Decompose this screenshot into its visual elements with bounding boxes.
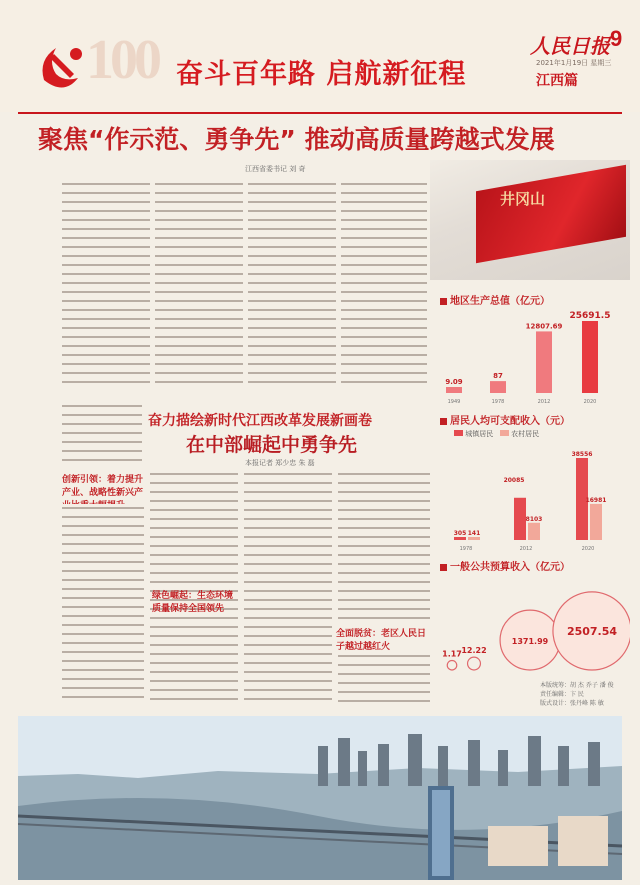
legend-rural: 农村居民 xyxy=(511,430,540,438)
bar xyxy=(582,321,598,393)
budget-chart xyxy=(440,570,630,678)
newspaper-logo: 人民日报 xyxy=(530,34,610,58)
data-label: 87 xyxy=(493,372,503,381)
gdp-chart xyxy=(440,305,620,405)
credit-line: 版式设计：张丹峰 陈 敏 xyxy=(540,700,604,707)
data-label: 2507.54 xyxy=(566,624,618,638)
lead-article-column-2 xyxy=(155,180,243,386)
data-label: 8103 xyxy=(525,515,543,523)
lead-headline: 聚焦“作示范、勇争先” 推动高质量跨越式发展 xyxy=(38,125,555,154)
banner-slogan: 奋斗百年路 启航新征程 xyxy=(176,59,467,90)
bar xyxy=(468,537,480,540)
issue-date: 2021年1月19日 星期三 xyxy=(536,59,612,67)
bullet-icon xyxy=(440,298,447,305)
data-label: 141 xyxy=(467,530,481,537)
lead-article-column-3 xyxy=(248,180,336,386)
lead-byline: 江西省委书记 刘 奇 xyxy=(245,165,306,173)
bar xyxy=(536,331,552,393)
data-label: 1371.99 xyxy=(511,637,549,647)
bubble xyxy=(468,657,481,670)
data-label: 16981 xyxy=(585,496,607,504)
article2-headline: 在中部崛起中勇争先 xyxy=(186,434,358,456)
masthead-banner xyxy=(0,0,640,112)
data-label: 20085 xyxy=(503,477,525,484)
article2-subhead-green: 绿色崛起：生态环境质量保持全国领先 xyxy=(152,591,234,614)
data-label: 25691.5 xyxy=(569,311,611,321)
bar xyxy=(528,523,540,540)
tick-label: 2020 xyxy=(581,546,595,552)
data-label: 12807.69 xyxy=(525,322,563,331)
tick-label: 2020 xyxy=(583,399,597,405)
bar xyxy=(490,381,506,393)
bar xyxy=(446,387,462,393)
lead-article-column-1 xyxy=(62,180,150,386)
page-number: 9 xyxy=(610,26,623,51)
article2-column-2 xyxy=(150,470,238,704)
tick-label: 2012 xyxy=(519,546,533,552)
bar xyxy=(454,537,466,540)
bar xyxy=(514,498,526,540)
data-label: 1.17 xyxy=(442,649,462,659)
budget-chart-title: 一般公共预算收入（亿元） xyxy=(440,558,570,573)
city-skyline-photo xyxy=(18,716,622,880)
lead-article-column-4 xyxy=(341,180,427,386)
bar xyxy=(590,504,602,540)
article2-column-3 xyxy=(244,470,332,704)
credit-line: 本版统筹：胡 杰 乔子 潘 俊 xyxy=(540,682,614,689)
tick-label: 1978 xyxy=(491,399,505,405)
data-label: 38556 xyxy=(571,451,593,458)
flag-photo xyxy=(430,160,630,280)
credit-line: 责任编辑：卞 民 xyxy=(540,691,584,698)
section-label: 江西篇 xyxy=(536,73,578,89)
article2-column-4 xyxy=(338,470,430,620)
income-chart-title: 居民人均可支配收入（元） xyxy=(440,412,570,427)
article2-kicker: 奋力描绘新时代江西改革发展新画卷 xyxy=(148,413,372,429)
gdp-chart-title: 地区生产总值（亿元） xyxy=(440,292,550,307)
article2-column-1 xyxy=(62,504,144,704)
bubble xyxy=(447,660,457,670)
article2-column-4-bottom xyxy=(338,652,430,704)
tick-label: 1949 xyxy=(447,399,461,405)
data-label: 12.22 xyxy=(461,646,487,656)
centenary-mark: 100 xyxy=(86,29,158,91)
legend-urban: 城镇居民 xyxy=(465,430,494,438)
data-label: 305 xyxy=(453,530,467,537)
article2-byline: 本报记者 郑少忠 朱 磊 xyxy=(245,459,315,467)
article2-subhead-innovation: 创新引领：着力提升产业、战略性新兴产 xyxy=(62,475,144,498)
flag-image xyxy=(476,165,626,263)
data-label: 9.09 xyxy=(445,378,463,386)
header-divider xyxy=(18,112,622,114)
photo-caption: 井冈山 xyxy=(500,190,546,208)
legend-swatch-urban xyxy=(454,430,463,436)
tick-label: 1978 xyxy=(459,546,473,552)
tick-label: 2012 xyxy=(537,399,551,405)
income-chart xyxy=(440,440,620,555)
legend-swatch-rural xyxy=(500,430,509,436)
article2-left-column-top xyxy=(62,402,142,464)
article2-subhead-poverty: 全面脱贫：老区人民日子越过越红火 xyxy=(336,629,427,652)
bullet-icon xyxy=(440,418,447,425)
income-legend xyxy=(454,429,539,439)
credits xyxy=(540,680,614,707)
